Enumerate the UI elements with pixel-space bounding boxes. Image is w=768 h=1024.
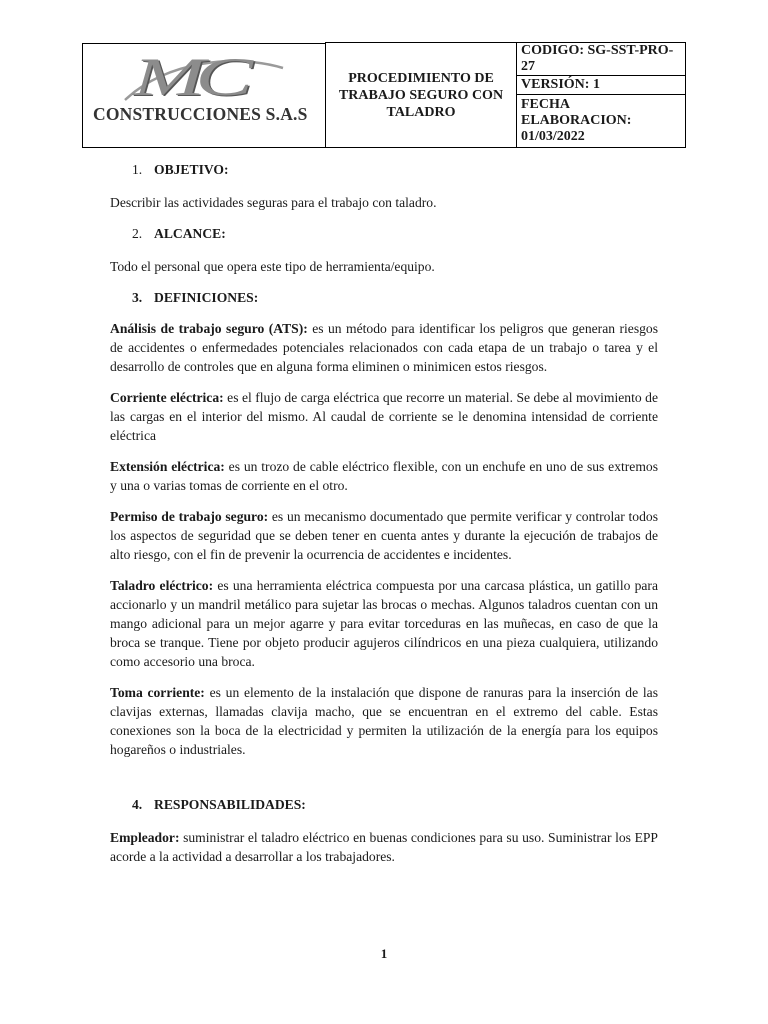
definition-taladro [110, 576, 658, 671]
section-heading-alcance [110, 224, 658, 243]
section-heading-definiciones [110, 288, 658, 307]
page-number: 1 [380, 946, 388, 961]
definition-text: es el flujo de carga eléctrica que recorre un material. Se debe al movimiento de las cargas en el interior del mismo. Al caudal de corriente se le denomina intensidad de corriente eléctrica [110, 390, 658, 443]
responsibility-term: Empleador: [110, 830, 180, 845]
responsibility-text: suministrar el taladro eléctrico en buenas condiciones para su uso. Suministrar los EPP acorde a la actividad a desarrollar a los trabajadores. [110, 830, 658, 864]
definition-term: Extensión eléctrica: [110, 459, 225, 474]
section-title: OBJETIVO: [154, 162, 229, 177]
definition-extension [110, 457, 658, 495]
definition-toma [110, 683, 658, 759]
document-version: VERSIÓN: 1 [517, 76, 686, 95]
definition-text: es un mecanismo documentado que permite verificar y controlar todos los aspectos de seguridad que se deben tener en cuenta antes y durante la ejecución de trabajos de alto riesgo, con el fin de prevenir la ocurrencia de accidentes e incidentes. [110, 509, 658, 562]
section-title: DEFINICIONES: [154, 290, 259, 305]
definition-term: Taladro eléctrico: [110, 578, 214, 593]
logo-initials: MC [133, 46, 244, 107]
definition-permiso [110, 507, 658, 564]
section-number: 3. [132, 290, 143, 305]
definition-text: es un trozo de cable eléctrico flexible, con un enchufe en uno de sus extremos y una o varias tomas de corriente en el otro. [110, 459, 658, 493]
definition-corriente [110, 388, 658, 445]
document-code: CODIGO: SG-SST-PRO-27 [517, 43, 686, 76]
date-label: FECHA ELABORACION: [521, 97, 632, 128]
section-heading-objetivo [110, 160, 658, 179]
section-title: ALCANCE: [154, 226, 226, 241]
section-heading-responsabilidades [110, 795, 658, 814]
definition-term: Permiso de trabajo seguro: [110, 509, 269, 524]
section-number: 1. [132, 162, 143, 177]
section-number: 2. [132, 226, 143, 241]
section-text-objetivo: Describir las actividades seguras para el trabajo con taladro. [110, 195, 437, 210]
section-text-alcance: Todo el personal que opera este tipo de herramienta/equipo. [110, 259, 435, 274]
document-body [110, 160, 658, 866]
definition-ats [110, 319, 658, 376]
definition-text: es un elemento de la instalación que dispone de ranuras para la inserción de las clavijas externas, llamadas clavija macho, que se encuentran en el extremo del cable. Estas conexiones son la boca de la electricidad y permiten la utilización de la energía para los equipos hogareños o industriales. [110, 685, 658, 757]
section-number: 4. [132, 797, 143, 812]
document-title: PROCEDIMIENTO DE TRABAJO SEGURO CON TALADRO [326, 43, 517, 148]
definition-text: es una herramienta eléctrica compuesta por una carcasa plástica, un gatillo para accionarlo y un mandril metálico para sujetar las brocas o mechas. Algunos taladros cuentan con un mango adicional para un mejor agarre y para evitar torceduras en las muñecas, en caso de que la broca se tranque. Tiene por objeto producir agujeros cilíndricos en una pieza cualquiera, utilizando como accesorio una broca. [110, 578, 658, 669]
definition-text: es un método para identificar los peligros que generan riesgos de accidentes o enfermedades potenciales relacionados con cada etapa de un trabajo o tarea y el desarrollo de controles que en alguna forma eliminen o minimicen estos riesgos. [110, 321, 658, 374]
document-header [82, 42, 686, 148]
definition-term: Análisis de trabajo seguro (ATS): [110, 321, 308, 336]
date-value: 01/03/2022 [521, 129, 585, 144]
company-name: CONSTRUCCIONES S.A.S [93, 103, 308, 124]
logo-cell [83, 43, 326, 148]
definition-term: Toma corriente: [110, 685, 205, 700]
company-logo [83, 44, 325, 146]
document-date [517, 95, 686, 148]
section-title: RESPONSABILIDADES: [154, 797, 306, 812]
responsibility-empleador [110, 828, 658, 866]
definition-term: Corriente eléctrica: [110, 390, 224, 405]
